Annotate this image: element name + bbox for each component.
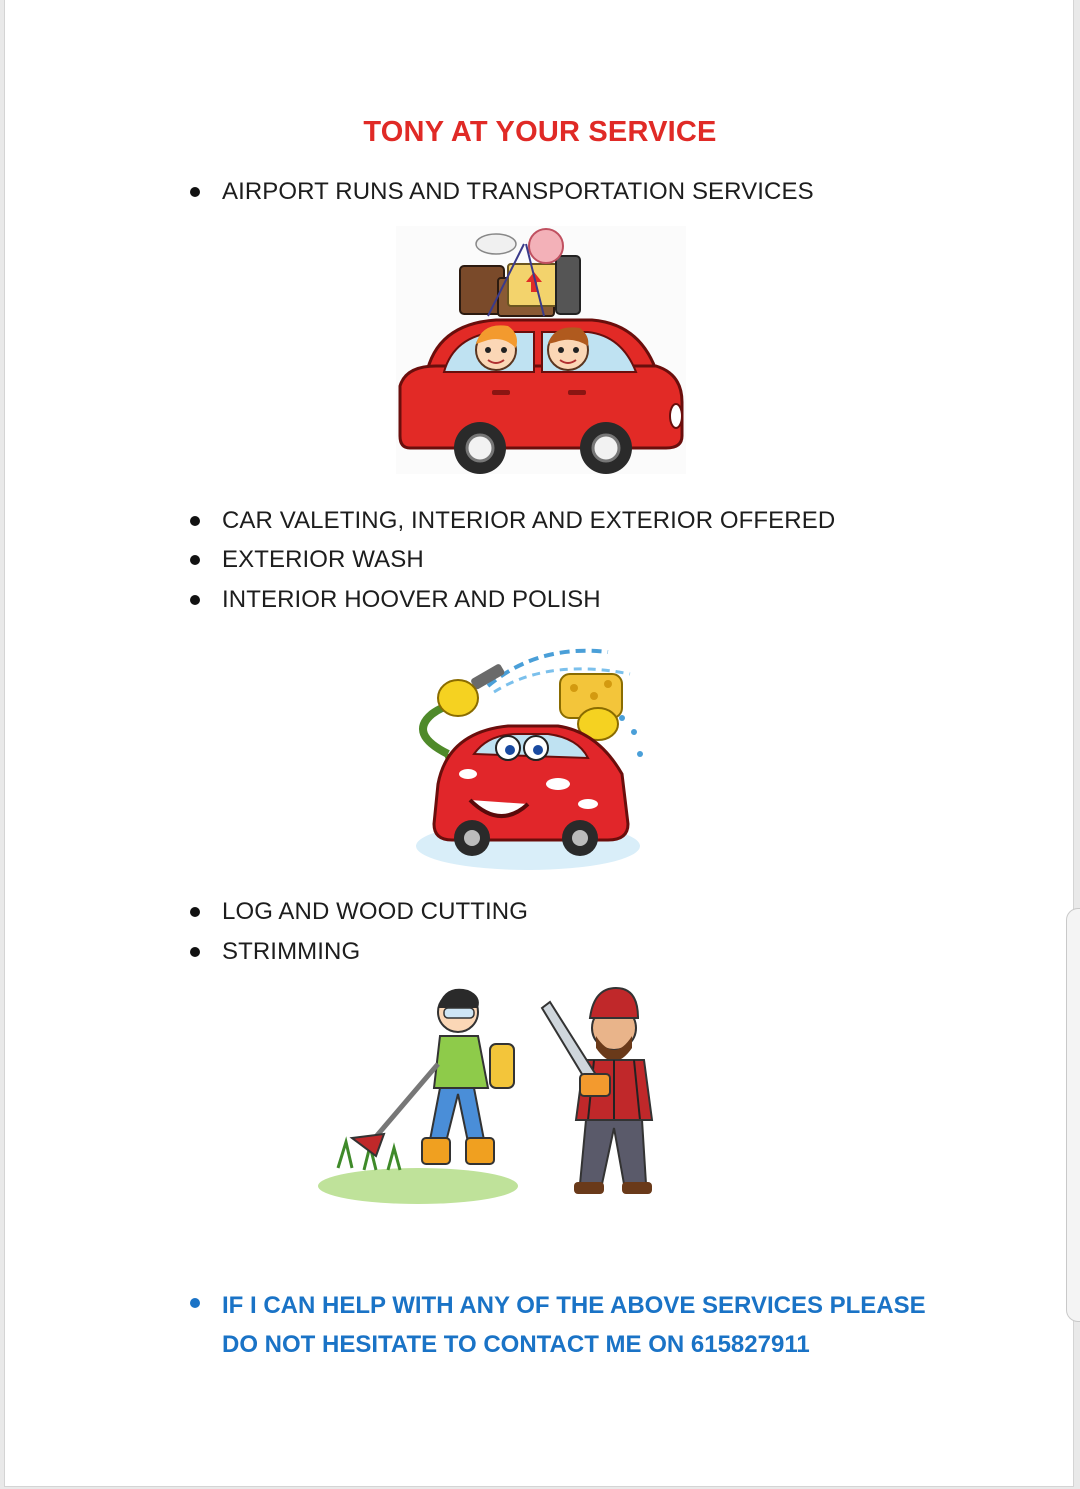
bullet-icon — [190, 555, 200, 565]
bullet-icon — [190, 1298, 200, 1308]
list-item — [190, 507, 835, 535]
bullet-icon — [190, 595, 200, 605]
scroll-handle[interactable] — [1066, 908, 1080, 1322]
list-item — [190, 938, 360, 966]
contact-line-1: IF I CAN HELP WITH ANY OF THE ABOVE SERVICES PLEASE — [222, 1292, 926, 1319]
contact-line-2: DO NOT HESITATE TO CONTACT ME ON 615827911 — [222, 1331, 810, 1358]
bullet-icon — [190, 907, 200, 917]
list-item-text: LOG AND WOOD CUTTING — [222, 898, 529, 925]
list-item-text: AIRPORT RUNS AND TRANSPORTATION SERVICES — [222, 178, 814, 205]
contact-block — [190, 1286, 950, 1364]
list-item — [190, 178, 814, 206]
list-item-text: STRIMMING — [222, 938, 361, 965]
list-item-text: INTERIOR HOOVER AND POLISH — [222, 586, 601, 613]
car-wash-icon — [408, 634, 650, 878]
bullet-icon — [190, 947, 200, 957]
bullet-icon — [190, 516, 200, 526]
bullet-icon — [190, 187, 200, 197]
list-item — [190, 586, 601, 614]
page-title: TONY AT YOUR SERVICE — [363, 116, 717, 148]
car-with-luggage-icon — [396, 226, 686, 474]
list-item — [190, 898, 528, 926]
strimmer-and-lumberjack-icon — [318, 978, 668, 1208]
list-item — [190, 546, 424, 574]
list-item-text: CAR VALETING, INTERIOR AND EXTERIOR OFFERED — [222, 507, 836, 534]
list-item-text: EXTERIOR WASH — [222, 546, 424, 573]
